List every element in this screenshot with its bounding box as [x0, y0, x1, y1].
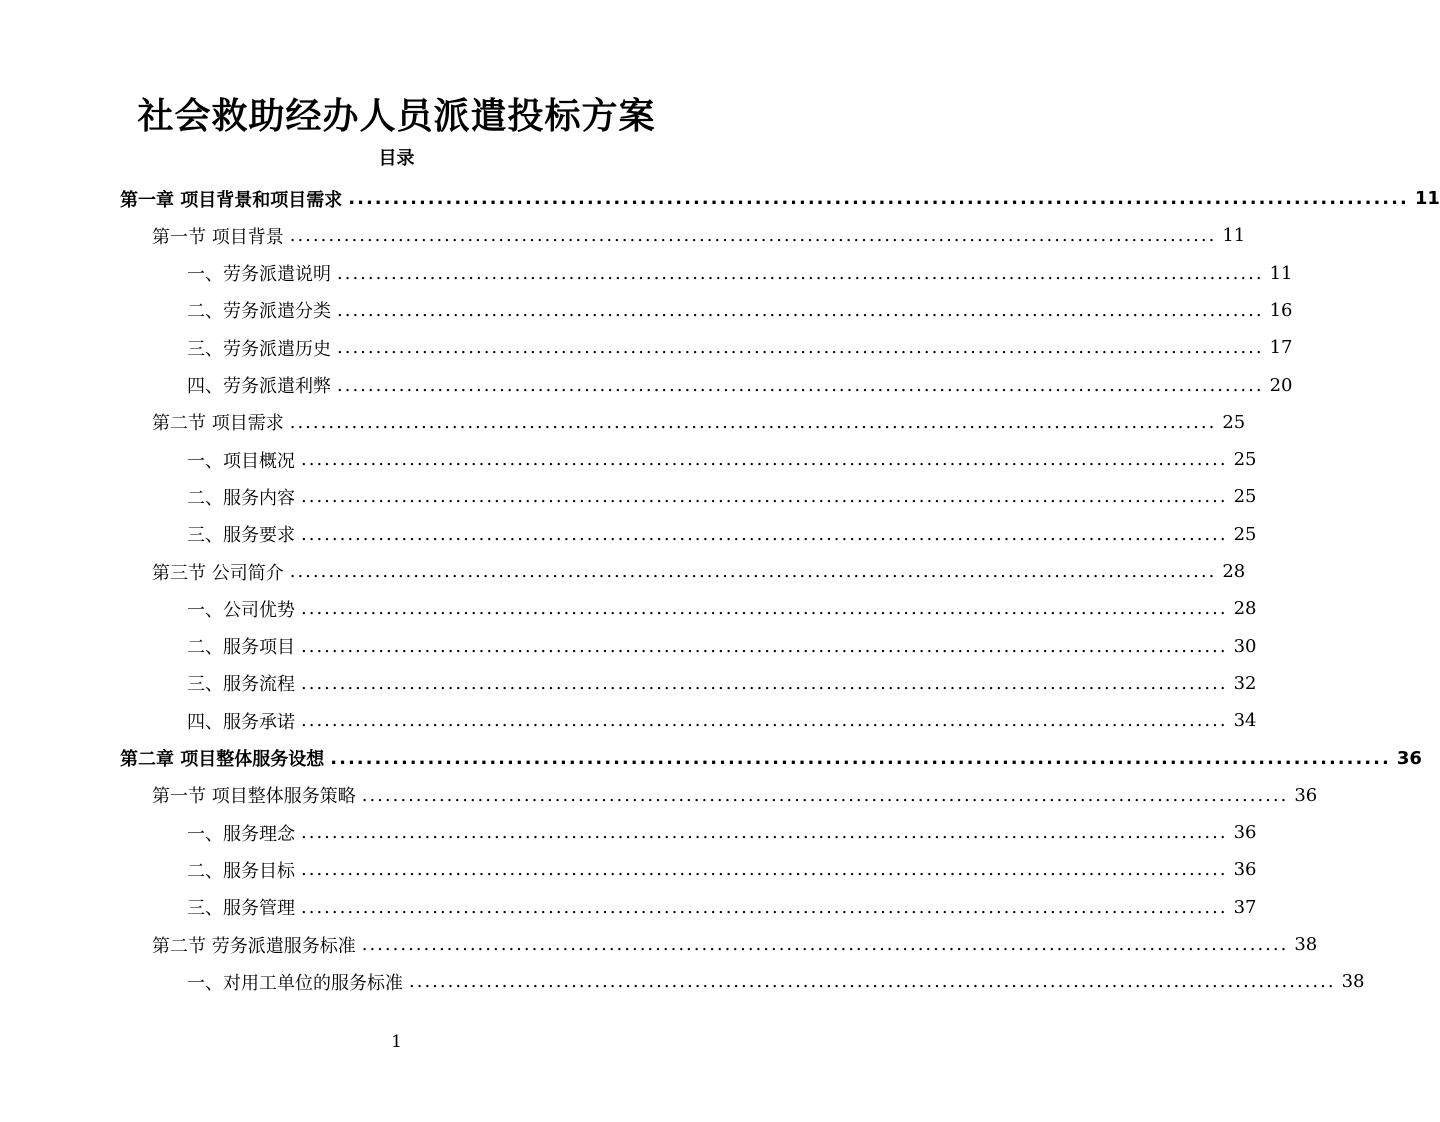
toc-entry-title: 三、服务管理 — [187, 898, 295, 920]
toc-heading: 目录 — [378, 148, 415, 169]
toc-entry-title: 第三节 公司简介 — [152, 562, 284, 584]
toc-dot-leader: ........................................................................................................................ — [337, 374, 1264, 396]
toc-dot-leader: ........................................................................................................................ — [301, 672, 1228, 694]
toc-entry-title: 一、公司优势 — [187, 599, 295, 621]
toc-item-entry[interactable] — [187, 478, 1257, 515]
toc-entry-page: 34 — [1233, 710, 1257, 732]
toc-chapter-entry[interactable] — [120, 740, 1422, 777]
toc-item-entry[interactable] — [187, 329, 1293, 366]
toc-dot-leader: ........................................................................................................................ — [348, 188, 1409, 209]
toc-entry-title: 四、劳务派遣利弊 — [187, 376, 331, 397]
toc-dot-leader: ........................................................................................................................ — [409, 971, 1336, 993]
toc-entry-title: 第一节 项目整体服务策略 — [152, 786, 356, 808]
toc-dot-leader: ........................................................................................................................ — [337, 337, 1264, 359]
toc-entry-page: 11 — [1414, 188, 1440, 209]
toc-item-entry[interactable] — [187, 292, 1293, 329]
toc-item-entry[interactable] — [187, 851, 1257, 888]
toc-entry-page: 30 — [1233, 635, 1257, 657]
toc-entry-page: 25 — [1233, 523, 1257, 545]
toc-dot-leader: ........................................................................................................................ — [301, 449, 1228, 471]
toc-dot-leader: ........................................................................................................................ — [301, 896, 1228, 918]
toc-entry-title: 第一章 项目背景和项目需求 — [120, 189, 343, 211]
document-title: 社会救助经办人员派遣投标方案 — [137, 96, 656, 137]
toc-dot-leader: ........................................................................................................................ — [301, 822, 1228, 844]
toc-entry-title: 一、对用工单位的服务标准 — [187, 972, 403, 994]
toc-item-entry[interactable] — [187, 814, 1257, 851]
toc-entry-page: 36 — [1294, 784, 1318, 806]
toc-entry-page: 38 — [1294, 934, 1318, 955]
toc-section-entry[interactable] — [152, 926, 1318, 963]
toc-section-entry[interactable] — [152, 217, 1246, 254]
toc-entry-page: 11 — [1222, 225, 1246, 247]
toc-item-entry[interactable] — [187, 516, 1257, 553]
toc-entry-page: 37 — [1233, 896, 1257, 918]
page-number: 1 — [391, 1032, 402, 1052]
toc-item-entry[interactable] — [187, 665, 1257, 702]
toc-entry-page: 17 — [1269, 337, 1293, 359]
toc-dot-leader: ........................................................................................................................ — [289, 411, 1217, 433]
toc-entry-page: 32 — [1233, 672, 1257, 694]
toc-entry-page: 20 — [1269, 374, 1293, 396]
toc-entry-title: 第二章 项目整体服务设想 — [120, 749, 325, 770]
toc-item-entry[interactable] — [187, 590, 1257, 627]
toc-item-entry[interactable] — [187, 702, 1257, 739]
toc-entry-page: 38 — [1341, 971, 1365, 993]
toc-dot-leader: ........................................................................................................................ — [289, 225, 1217, 247]
toc-entry-page: 28 — [1222, 561, 1246, 582]
toc-entry-title: 三、劳务派遣历史 — [187, 338, 331, 360]
toc-dot-leader: ........................................................................................................................ — [301, 598, 1228, 620]
toc-entry-page: 36 — [1396, 747, 1422, 769]
toc-item-entry[interactable] — [187, 963, 1365, 1000]
toc-entry-title: 二、服务目标 — [187, 860, 295, 882]
toc-dot-leader: ........................................................................................................................ — [301, 859, 1228, 881]
toc-entry-page: 28 — [1233, 598, 1257, 620]
toc-dot-leader: ........................................................................................................................ — [301, 635, 1228, 657]
toc-entry-title: 二、劳务派遣分类 — [187, 301, 331, 323]
toc-item-entry[interactable] — [187, 367, 1293, 404]
toc-entry-page: 36 — [1233, 859, 1257, 881]
toc-entry-page: 25 — [1233, 486, 1257, 508]
toc-entry-title: 一、项目概况 — [187, 450, 295, 472]
toc-entry-page: 16 — [1269, 299, 1293, 321]
toc-item-entry[interactable] — [187, 889, 1257, 926]
toc-entry-page: 36 — [1233, 822, 1257, 844]
toc-dot-leader: ........................................................................................................................ — [301, 523, 1228, 545]
toc-item-entry[interactable] — [187, 441, 1257, 478]
toc-entry-title: 三、服务要求 — [187, 525, 295, 547]
toc-entry-title: 第二节 项目需求 — [152, 413, 284, 435]
toc-dot-leader: ........................................................................................................................ — [289, 561, 1217, 582]
toc-dot-leader: ........................................................................................................................ — [361, 784, 1289, 806]
toc-entry-title: 三、服务流程 — [187, 674, 295, 696]
toc-entry-title: 一、服务理念 — [187, 823, 295, 845]
toc-entry-title: 第二节 劳务派遣服务标准 — [152, 935, 356, 957]
toc-entry-page: 11 — [1269, 262, 1293, 284]
toc-dot-leader: ........................................................................................................................ — [337, 299, 1264, 321]
toc-dot-leader: ........................................................................................................................ — [361, 934, 1289, 955]
toc-item-entry[interactable] — [187, 255, 1293, 292]
toc-entry-page: 25 — [1222, 411, 1246, 433]
toc-section-entry[interactable] — [152, 777, 1318, 814]
toc-dot-leader: ........................................................................................................................ — [301, 486, 1228, 508]
toc-item-entry[interactable] — [187, 628, 1257, 665]
toc-dot-leader: ........................................................................................................................ — [330, 747, 1391, 769]
toc-dot-leader: ........................................................................................................................ — [337, 262, 1264, 284]
toc-section-entry[interactable] — [152, 553, 1246, 590]
toc-entry-title: 四、服务承诺 — [187, 711, 295, 733]
toc-entry-title: 一、劳务派遣说明 — [187, 264, 331, 286]
toc-chapter-entry[interactable] — [120, 180, 1440, 217]
toc-section-entry[interactable] — [152, 404, 1246, 441]
toc-entry-title: 二、服务项目 — [187, 637, 295, 659]
toc-dot-leader: ........................................................................................................................ — [301, 710, 1228, 732]
toc-entry-title: 二、服务内容 — [187, 487, 295, 509]
toc-entry-page: 25 — [1233, 449, 1257, 471]
toc-entry-title: 第一节 项目背景 — [152, 226, 284, 248]
